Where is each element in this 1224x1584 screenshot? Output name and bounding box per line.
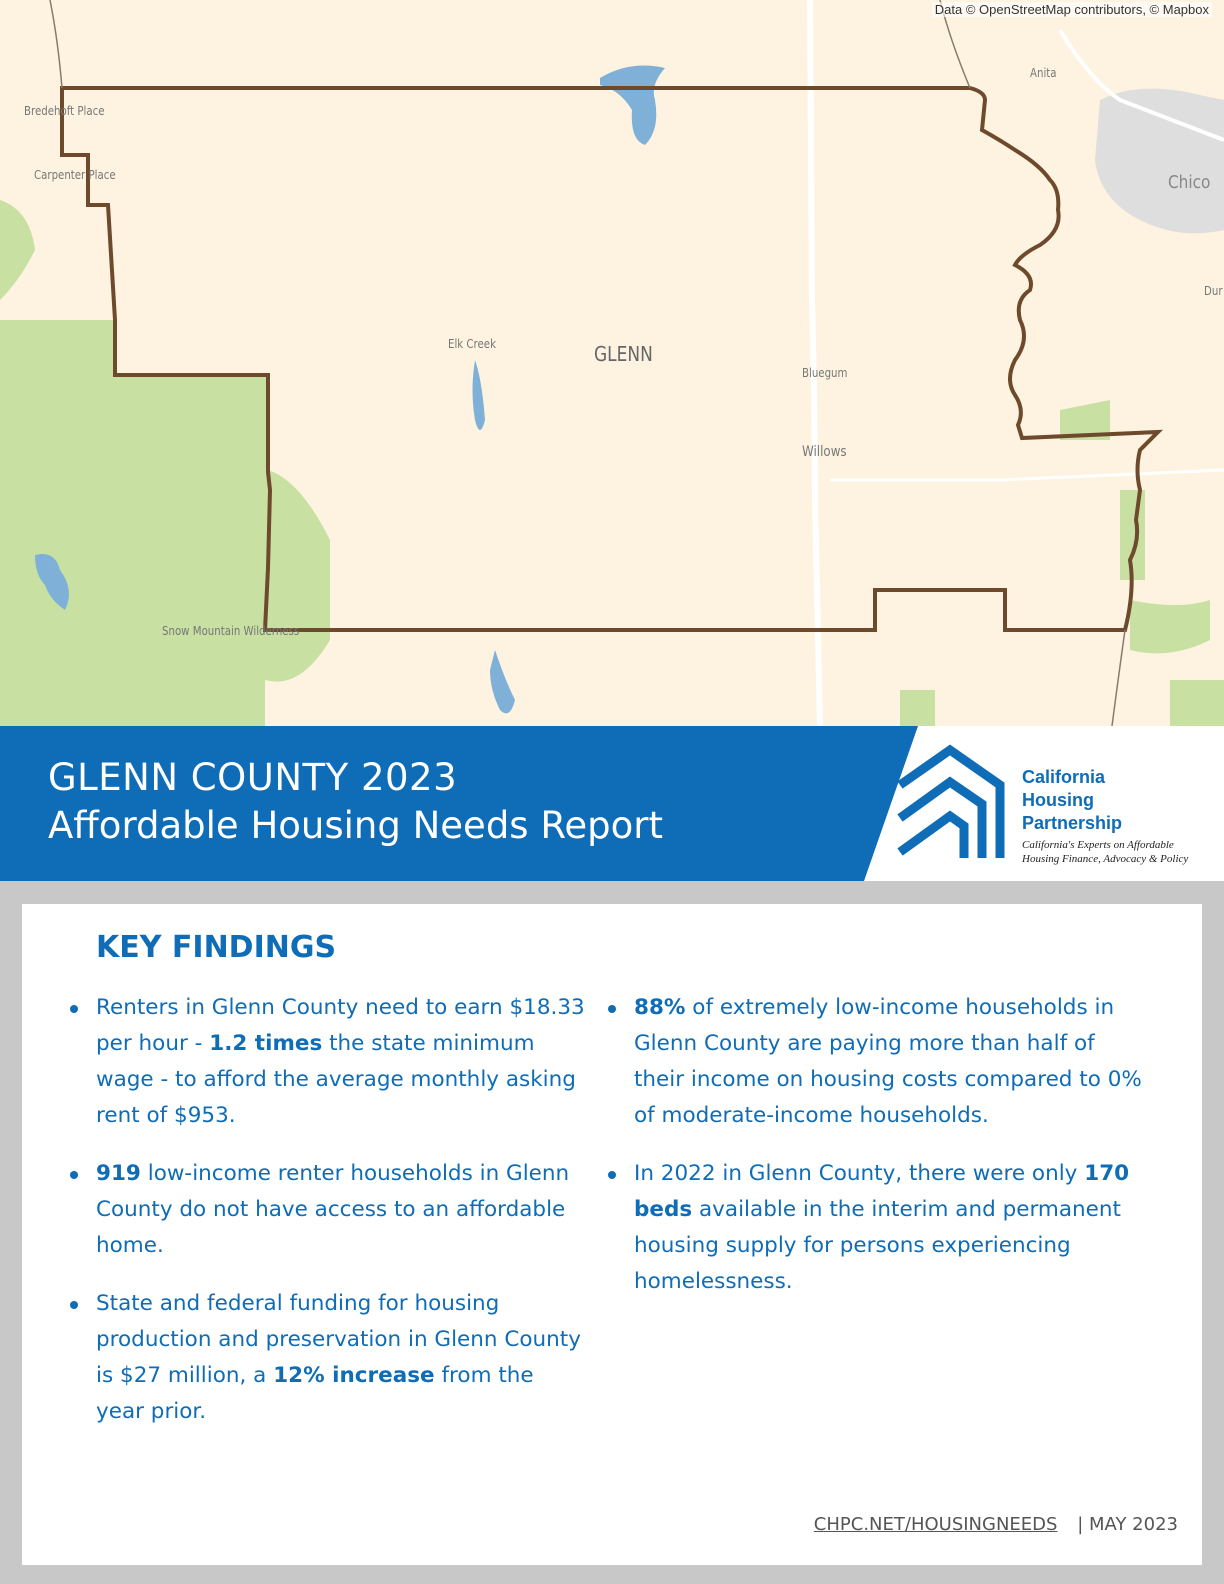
finding-item: In 2022 in Glenn County, there were only 170 beds available in the interim and permanent housing supply for persons experiencing homelessness. (604, 1156, 1144, 1300)
finding-item: 88% of extremely low-income households in Glenn County are paying more than half of their income on housing costs compared to 0% of moderate-income households. (604, 990, 1144, 1134)
tagline-line2: Housing Finance, Advocacy & Policy (1022, 853, 1189, 865)
report-date: MAY 2023 (1089, 1514, 1178, 1535)
county-map (0, 0, 1224, 726)
place-label-bluegum: Bluegum (802, 366, 848, 380)
findings-list-left (66, 990, 586, 1452)
organization-name (1022, 766, 1122, 835)
finding-highlight: 88% (634, 995, 686, 1020)
place-label-willows: Willows (802, 444, 847, 460)
finding-highlight: 170 beds (634, 1161, 1130, 1222)
place-label-snow-mountain: Snow Mountain Wilderness (162, 624, 300, 638)
footer-separator: | (1077, 1514, 1084, 1535)
housing-needs-link[interactable]: CHPC.NET/HOUSINGNEEDS (813, 1514, 1058, 1535)
org-name-line3: Partnership (1022, 813, 1123, 833)
finding-highlight: 1.2 times (209, 1031, 323, 1056)
tagline-line1: California's Experts on Affordable (1022, 839, 1174, 851)
report-title-line1: GLENN COUNTY 2023 (48, 756, 458, 799)
place-label-glenn: GLENN (594, 342, 653, 366)
finding-item: Renters in Glenn County need to earn $18.33 per hour - 1.2 times the state minimum wage - to afford the average monthly asking rent of $953. (66, 990, 586, 1134)
place-label-elk-creek: Elk Creek (448, 337, 496, 351)
finding-highlight: 12% increase (273, 1363, 435, 1388)
finding-item: State and federal funding for housing production and preservation in Glenn County is $27 million, a 12% increase from the year prior. (66, 1286, 586, 1430)
key-findings-heading: KEY FINDINGS (96, 930, 337, 965)
place-label-chico: Chico (1168, 172, 1211, 193)
map-attribution[interactable]: Data © OpenStreetMap contributors, © Mapbox (932, 2, 1212, 17)
place-label-durham: Dur (1204, 284, 1223, 298)
findings-list-right (604, 990, 1144, 1322)
place-label-anita: Anita (1030, 66, 1057, 80)
org-name-line2: Housing (1022, 790, 1094, 810)
organization-tagline (1022, 838, 1188, 866)
report-title-line2: Affordable Housing Needs Report (48, 804, 663, 847)
org-name-line1: California (1022, 767, 1106, 787)
title-banner (0, 726, 1224, 881)
finding-item: 919 low-income renter households in Glenn County do not have access to an affordable home. (66, 1156, 586, 1264)
place-label-bredehoft: Bredehoft Place (24, 104, 105, 118)
place-label-carpenter: Carpenter Place (34, 168, 116, 182)
page-footer (814, 1514, 1178, 1535)
stacked-chevron-house-logo-icon (890, 740, 1010, 865)
finding-highlight: 919 (96, 1161, 141, 1186)
